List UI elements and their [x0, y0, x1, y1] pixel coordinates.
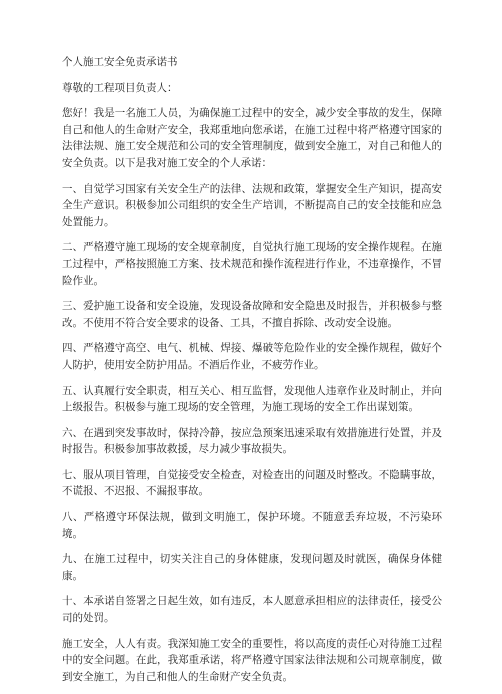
- salutation: 尊敬的工程项目负责人：: [62, 81, 178, 94]
- commitment-item-1: 一、自觉学习国家有关安全生产的法律、法规和政策，掌握安全生产知识，提高安全生产意识。积极参加公司组织的安全生产培训，不断提高自己的安全技能和应急处置能力。: [62, 182, 442, 228]
- closing-paragraph: 施工安全，人人有责。我深知施工安全的重要性，将以高度的责任心对待施工过程中的安全问题。在此，我郑重承诺，将严格遵守国家法律法规和公司规章制度，做到安全施工，为自己和他人的生命财产安全负责。: [62, 637, 442, 683]
- commitment-item-4: 四、严格遵守高空、电气、机械、焊接、爆破等危险作业的安全操作规程，做好个人防护，使用安全防护用品。不酒后作业，不疲劳作业。: [62, 342, 442, 371]
- commitment-item-8: 八、严格遵守环保法规，做到文明施工，保护环境。不随意丢弃垃圾，不污染环境。: [62, 511, 442, 540]
- intro-paragraph: 您好！我是一名施工人员，为确保施工过程中的安全，减少安全事故的发生，保障自己和他人的生命财产安全，我郑重地向您承诺，在施工过程中将严格遵守国家的法律法规、施工安全规范和公司的安全管理制度，做到安全施工，对自己和他人的安全负责。以下是我对施工安全的个人承诺：: [62, 107, 442, 169]
- commitment-item-9: 九、在施工过程中，切实关注自己的身体健康，发现问题及时就医，确保身体健康。: [62, 553, 442, 582]
- document-title: 个人施工安全免责承诺书: [62, 56, 178, 68]
- commitment-item-2: 二、严格遵守施工现场的安全规章制度，自觉执行施工现场的安全操作规程。在施工过程中，严格按照施工方案、技术规范和操作流程进行作业，不违章操作，不冒险作业。: [62, 241, 442, 287]
- commitment-item-7: 七、服从项目管理，自觉接受安全检查，对检查出的问题及时整改。不隐瞒事故，不谎报、不迟报、不漏报事故。: [62, 468, 442, 498]
- commitment-item-10: 十、本承诺自签署之日起生效，如有违反，本人愿意承担相应的法律责任，接受公司的处罚。: [62, 595, 442, 625]
- document-page: [62, 54, 442, 694]
- commitment-item-5: 五、认真履行安全职责，相互关心、相互监督，发现他人违章作业及时制止，并向上级报告。积极参与施工现场的安全管理，为施工现场的安全工作出谋划策。: [62, 384, 442, 414]
- commitment-item-3: 三、爱护施工设备和安全设施，发现设备故障和安全隐患及时报告，并积极参与整改。不使用不符合安全要求的设备、工具，不擅自拆除、改动安全设施。: [62, 300, 442, 329]
- commitment-item-6: 六、在遇到突发事故时，保持冷静，按应急预案迅速采取有效措施进行处置，并及时报告。积极参加事故救援，尽力减少事故损失。: [62, 426, 442, 456]
